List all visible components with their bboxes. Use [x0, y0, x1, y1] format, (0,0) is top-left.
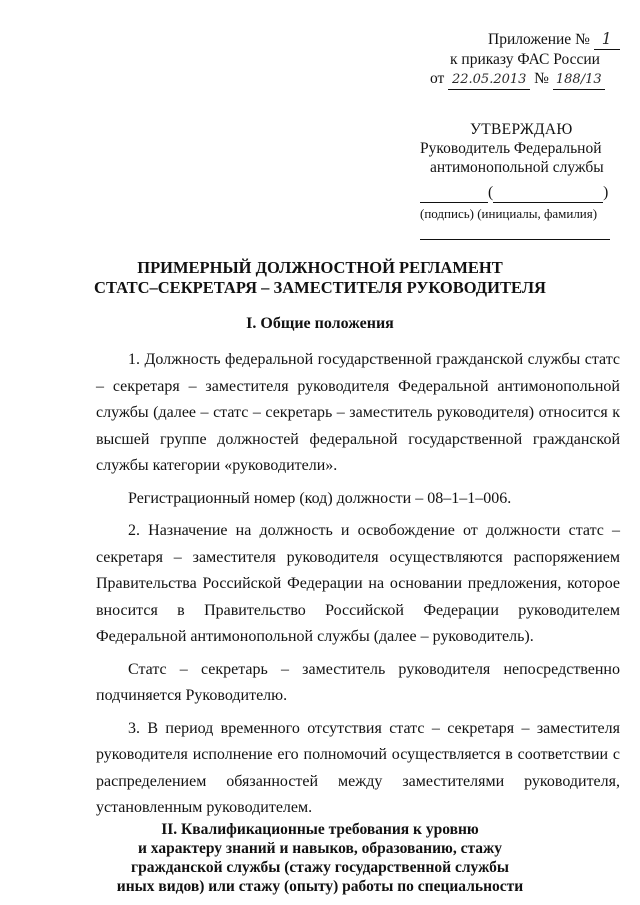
appendix-line-2: к приказу ФАС России	[450, 51, 600, 68]
paragraph-1: 1. Должность федеральной государственной гражданской службы статс – секретаря – заместителя руководителя Федеральной антимонопольной службы (далее – статс – секретарь – заместитель руководителя) относится к высшей группе должностей федеральной государственной гражданской службы категории «руководители».	[96, 351, 620, 474]
date-blank-line	[420, 223, 610, 240]
document-title	[0, 258, 640, 298]
appendix-line-1	[488, 30, 620, 50]
signature-line	[420, 183, 610, 203]
approval-line-2: антимонопольной службы	[430, 159, 604, 176]
approval-heading: УТВЕРЖДАЮ	[470, 121, 573, 138]
section-2-heading	[0, 820, 640, 896]
section-2-line-1: II. Квалификационные требования к уровню	[161, 821, 479, 838]
title-line-2: СТАТС–СЕКРЕТАРЯ – ЗАМЕСТИТЕЛЯ РУКОВОДИТЕЛЯ	[94, 278, 546, 297]
approval-line-1: Руководитель Федеральной	[420, 140, 602, 157]
title-line-1: ПРИМЕРНЫЙ ДОЛЖНОСТНОЙ РЕГЛАМЕНТ	[137, 258, 503, 277]
name-paren-close: )	[603, 184, 609, 201]
section-2-line-3: гражданской службы (стажу государственной службы	[131, 859, 509, 876]
signature-caption: (подпись)	[420, 206, 474, 221]
order-date-label: от	[430, 70, 445, 87]
appendix-line-3	[430, 69, 620, 90]
appendix-label: Приложение №	[488, 31, 590, 48]
signature-captions	[420, 204, 610, 223]
order-date: 22.05.2013	[448, 70, 530, 90]
section-1-body	[96, 347, 620, 822]
order-number-label: №	[534, 70, 549, 87]
name-blank	[493, 183, 603, 203]
paragraph-subordination: Статс – секретарь – заместитель руководителя непосредственно подчиняется Руководителю.	[96, 660, 620, 704]
signature-blank	[420, 183, 488, 203]
section-2-line-4: иных видов) или стажу (опыту) работы по специальности	[116, 878, 524, 895]
approval-block	[420, 120, 610, 240]
name-paren-open: (	[488, 184, 494, 201]
appendix-block	[430, 30, 620, 90]
appendix-number: 1	[594, 30, 620, 50]
section-2-line-2: и характеру знаний и навыков, образованию, стажу	[137, 840, 503, 857]
section-1-heading: I. Общие положения	[246, 315, 394, 332]
order-number: 188/13	[553, 70, 605, 90]
paragraph-3: 3. В период временного отсутствия статс – секретаря – заместителя руководителя исполнение его полномочий осуществляется в соответствии с распределением обязанностей между заместителями руководителя, установленным руководителем.	[96, 719, 620, 816]
name-caption: (инициалы, фамилия)	[477, 206, 598, 221]
paragraph-registration-code: Регистрационный номер (код) должности – 08–1–1–006.	[128, 489, 512, 507]
paragraph-2: 2. Назначение на должность и освобождение от должности статс – секретаря – заместителя руководителя осуществляются распоряжением Правительства Российской Федерации на основании предложения, которое вносится в Правительство Российской Федерации руководителем Федеральной антимонопольной службы (далее – руководитель).	[96, 522, 620, 645]
